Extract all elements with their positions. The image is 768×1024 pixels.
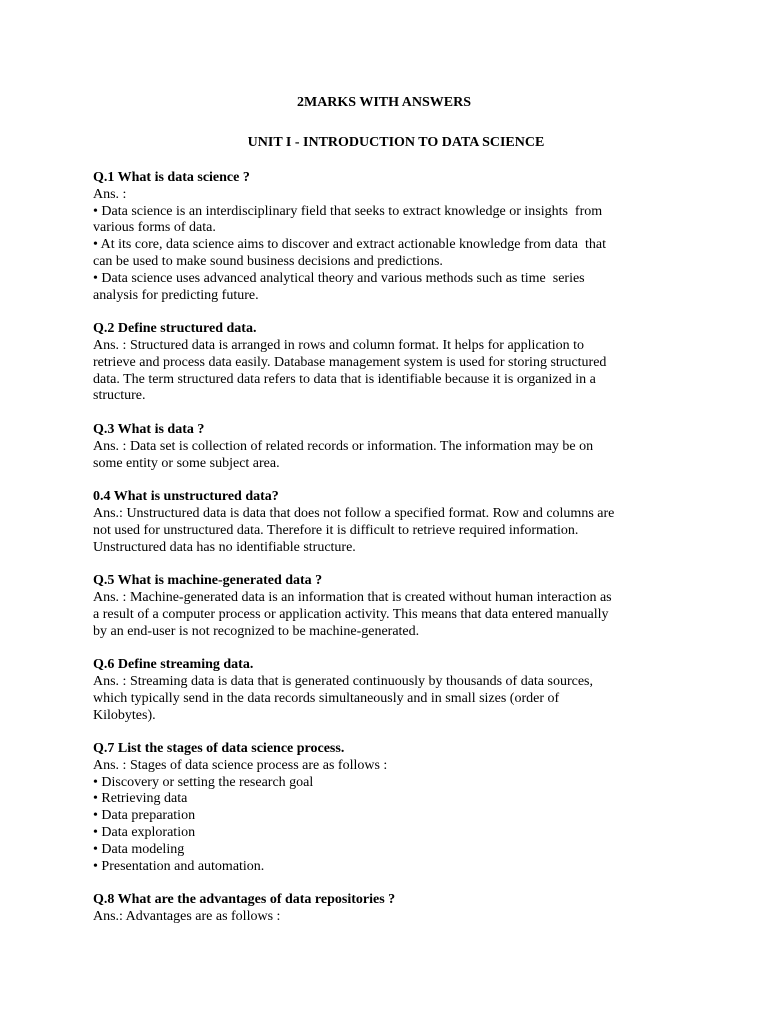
qa-block-5 (93, 573, 678, 640)
qa-block-3 (93, 422, 678, 472)
qa-block-7 (93, 741, 678, 875)
answer-line: Ans. : Data set is collection of related records or information. The information may be on (93, 438, 594, 454)
bullet-item: • Data exploration (93, 825, 196, 841)
answer-line: structure. (93, 388, 146, 404)
answer-line: can be used to make sound business decisions and predictions. (93, 253, 443, 269)
answer-line: Ans. : Machine-generated data is an information that is created without human interaction as (93, 589, 612, 605)
question-heading: Q.8 What are the advantages of data repositories ? (93, 892, 396, 908)
qa-block-2 (93, 321, 678, 405)
question-heading: Q.7 List the stages of data science process. (93, 741, 345, 757)
answer-line: a result of a computer process or application activity. This means that data entered manually (93, 606, 609, 622)
answer-line: Kilobytes). (93, 707, 156, 723)
answer-line: Ans.: Advantages are as follows : (93, 909, 281, 925)
answer-line: • Data science is an interdisciplinary field that seeks to extract knowledge or insights from (93, 203, 603, 219)
document-title: 2MARKS WITH ANSWERS (296, 95, 471, 110)
answer-line: which typically send in the data records simultaneously and in small sizes (order of (93, 690, 560, 706)
answer-line: by an end-user is not recognized to be machine-generated. (93, 623, 420, 639)
question-heading: Q.5 What is machine-generated data ? (93, 573, 323, 589)
qa-block-8 (93, 892, 678, 926)
question-heading: Q.2 Define structured data. (93, 321, 257, 337)
answer-line: retrieve and process data easily. Database management system is used for storing structured (93, 354, 607, 370)
bullet-item: • Presentation and automation. (93, 858, 265, 874)
question-heading: Q.3 What is data ? (93, 421, 205, 437)
qa-block-4 (93, 489, 678, 556)
answer-line: not used for unstructured data. Therefore it is difficult to retrieve required information. (93, 522, 579, 538)
answer-line: some entity or some subject area. (93, 455, 280, 471)
qa-block-1 (93, 170, 678, 304)
qa-block-6 (93, 657, 678, 724)
bullet-item: • Data modeling (93, 841, 185, 857)
question-heading: Q.1 What is data science ? (93, 170, 250, 185)
answer-line: • At its core, data science aims to discover and extract actionable knowledge from data that (93, 237, 606, 253)
answer-line: Ans. : Streaming data is data that is generated continuously by thousands of data sources, (93, 673, 594, 689)
answer-line: Ans. : Stages of data science process are as follows : (93, 757, 388, 773)
unit-title: UNIT I - INTRODUCTION TO DATA SCIENCE (247, 135, 545, 150)
bullet-item: • Discovery or setting the research goal (93, 774, 314, 790)
answer-line: Ans. : (93, 186, 127, 202)
answer-line: analysis for predicting future. (93, 287, 259, 303)
answer-line: various forms of data. (93, 220, 216, 236)
answer-line: • Data science uses advanced analytical theory and various methods such as time series (93, 270, 585, 286)
answer-line: Ans.: Unstructured data is data that does not follow a specified format. Row and columns are (93, 505, 615, 521)
qa-content (93, 170, 678, 943)
bullet-item: • Data preparation (93, 808, 196, 824)
answer-line: Unstructured data has no identifiable structure. (93, 539, 356, 555)
answer-line: Ans. : Structured data is arranged in rows and column format. It helps for application to (93, 337, 585, 353)
question-heading: 0.4 What is unstructured data? (93, 489, 279, 505)
question-heading: Q.6 Define streaming data. (93, 657, 254, 673)
answer-line: data. The term structured data refers to data that is identifiable because it is organized in a (93, 371, 596, 387)
bullet-item: • Retrieving data (93, 791, 188, 807)
